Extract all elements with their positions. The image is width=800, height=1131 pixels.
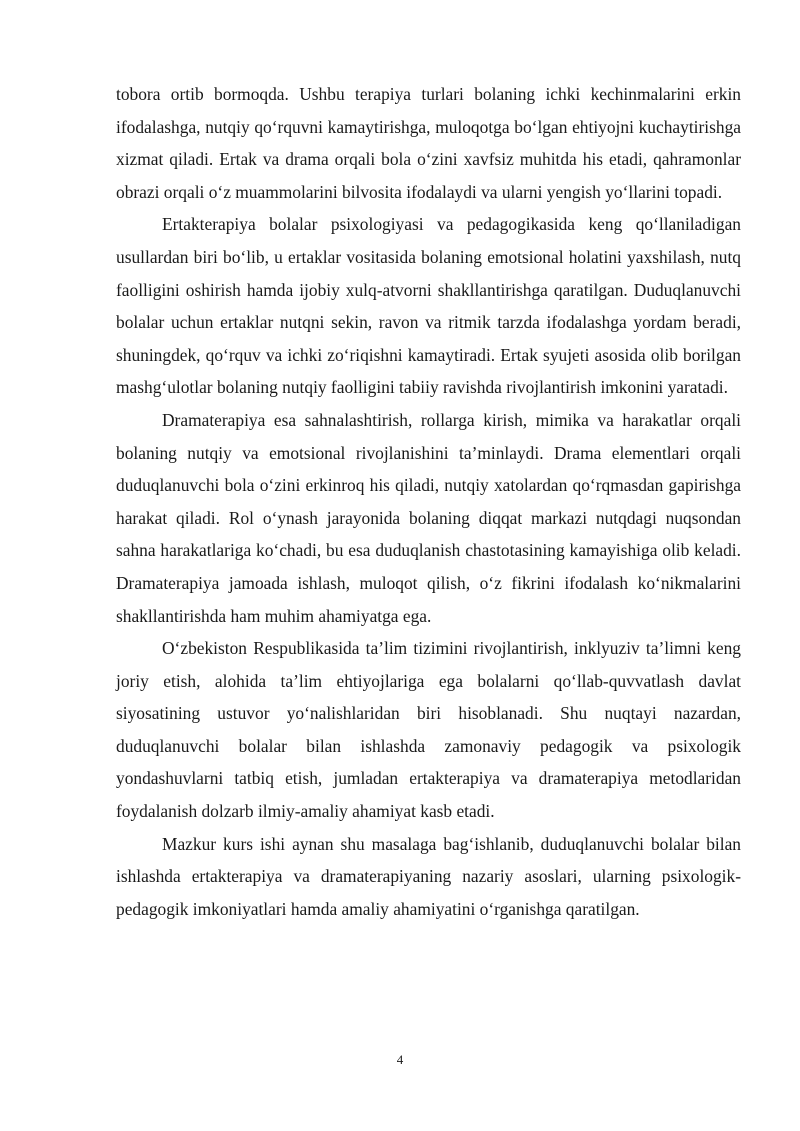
page-number: 4: [396, 1052, 404, 1067]
paragraph-continuation: tobora ortib bormoqda. Ushbu terapiya turlari bolaning ichki kechinmalarini erkin ifodalashga, nutqiy qo‘rquvni kamaytirishga, muloqotga bo‘lgan ehtiyojni kuchaytirishga xizmat qiladi. Ertak va drama orqali bola o‘zini xavfsiz muhitda his etadi, qahramonlar obrazi orqali o‘z muammolarini bilvosita ifodalaydi va ularni yengish yo‘llarini topadi.: [116, 84, 741, 202]
paragraph-ertakterapiya: Ertakterapiya bolalar psixologiyasi va pedagogikasida keng qo‘llaniladigan usullardan biri bo‘lib, u ertaklar vositasida bolaning emotsional holatini yaxshilash, nutq faolligini oshirish hamda ijobiy xulq-atvorni shakllantirishga qaratilgan. Duduqlanuvchi bolalar uchun ertaklar nutqni sekin, ravon va ritmik tarzda ifodalashga yordam beradi, shuningdek, qo‘rquv va ichki zo‘riqishni kamaytiradi. Ertak syujeti asosida olib borilgan mashg‘ulotlar bolaning nutqiy faolligini tabiiy ravishda rivojlantirish imkonini yaratadi.: [116, 214, 741, 398]
paragraph-course-purpose: Mazkur kurs ishi aynan shu masalaga bag‘ishlanib, duduqlanuvchi bolalar bilan ishlashda ertakterapiya va dramaterapiyaning nazariy asoslari, ularning psixologik-pedagogik imkoniyatlari hamda amaliy ahamiyatini o‘rganishga qaratilgan.: [116, 833, 741, 919]
paragraph-dramaterapiya: Dramaterapiya esa sahnalashtirish, rollarga kirish, mimika va harakatlar orqali bolaning nutqiy va emotsional rivojlanishini ta’minlaydi. Drama elementlari orqali duduqlanuvchi bola o‘zini erkinroq his qiladi, nutqiy xatolardan qo‘rqmasdan gapirishga harakat qiladi. Rol o‘ynash jarayonida bolaning diqqat markazi nutqdagi nuqsondan sahna harakatlariga ko‘chadi, bu esa duduqlanish chastotasining kamayishiga olib keladi. Dramaterapiya jamoada ishlash, muloqot qilish, o‘z fikrini ifodalash ko‘nikmalarini shakllantirishda ham muhim ahamiyatga ega.: [116, 409, 741, 626]
paragraph-uzbekistan-education: O‘zbekiston Respublikasida ta’lim tizimini rivojlantirish, inklyuziv ta’limni keng joriy etish, alohida ta’lim ehtiyojlariga ega bolalarni qo‘llab-quvvatlash davlat siyosatining ustuvor yo‘nalishlaridan biri hisoblanadi. Shu nuqtayi nazardan, duduqlanuvchi bolalar bilan ishlashda zamonaviy pedagogik va psixologik yondashuvlarni tatbiq etish, jumladan ertakterapiya va dramaterapiya metodlaridan foydalanish dolzarb ilmiy-amaliy ahamiyat kasb etadi.: [116, 638, 741, 822]
page-body: [116, 78, 741, 925]
